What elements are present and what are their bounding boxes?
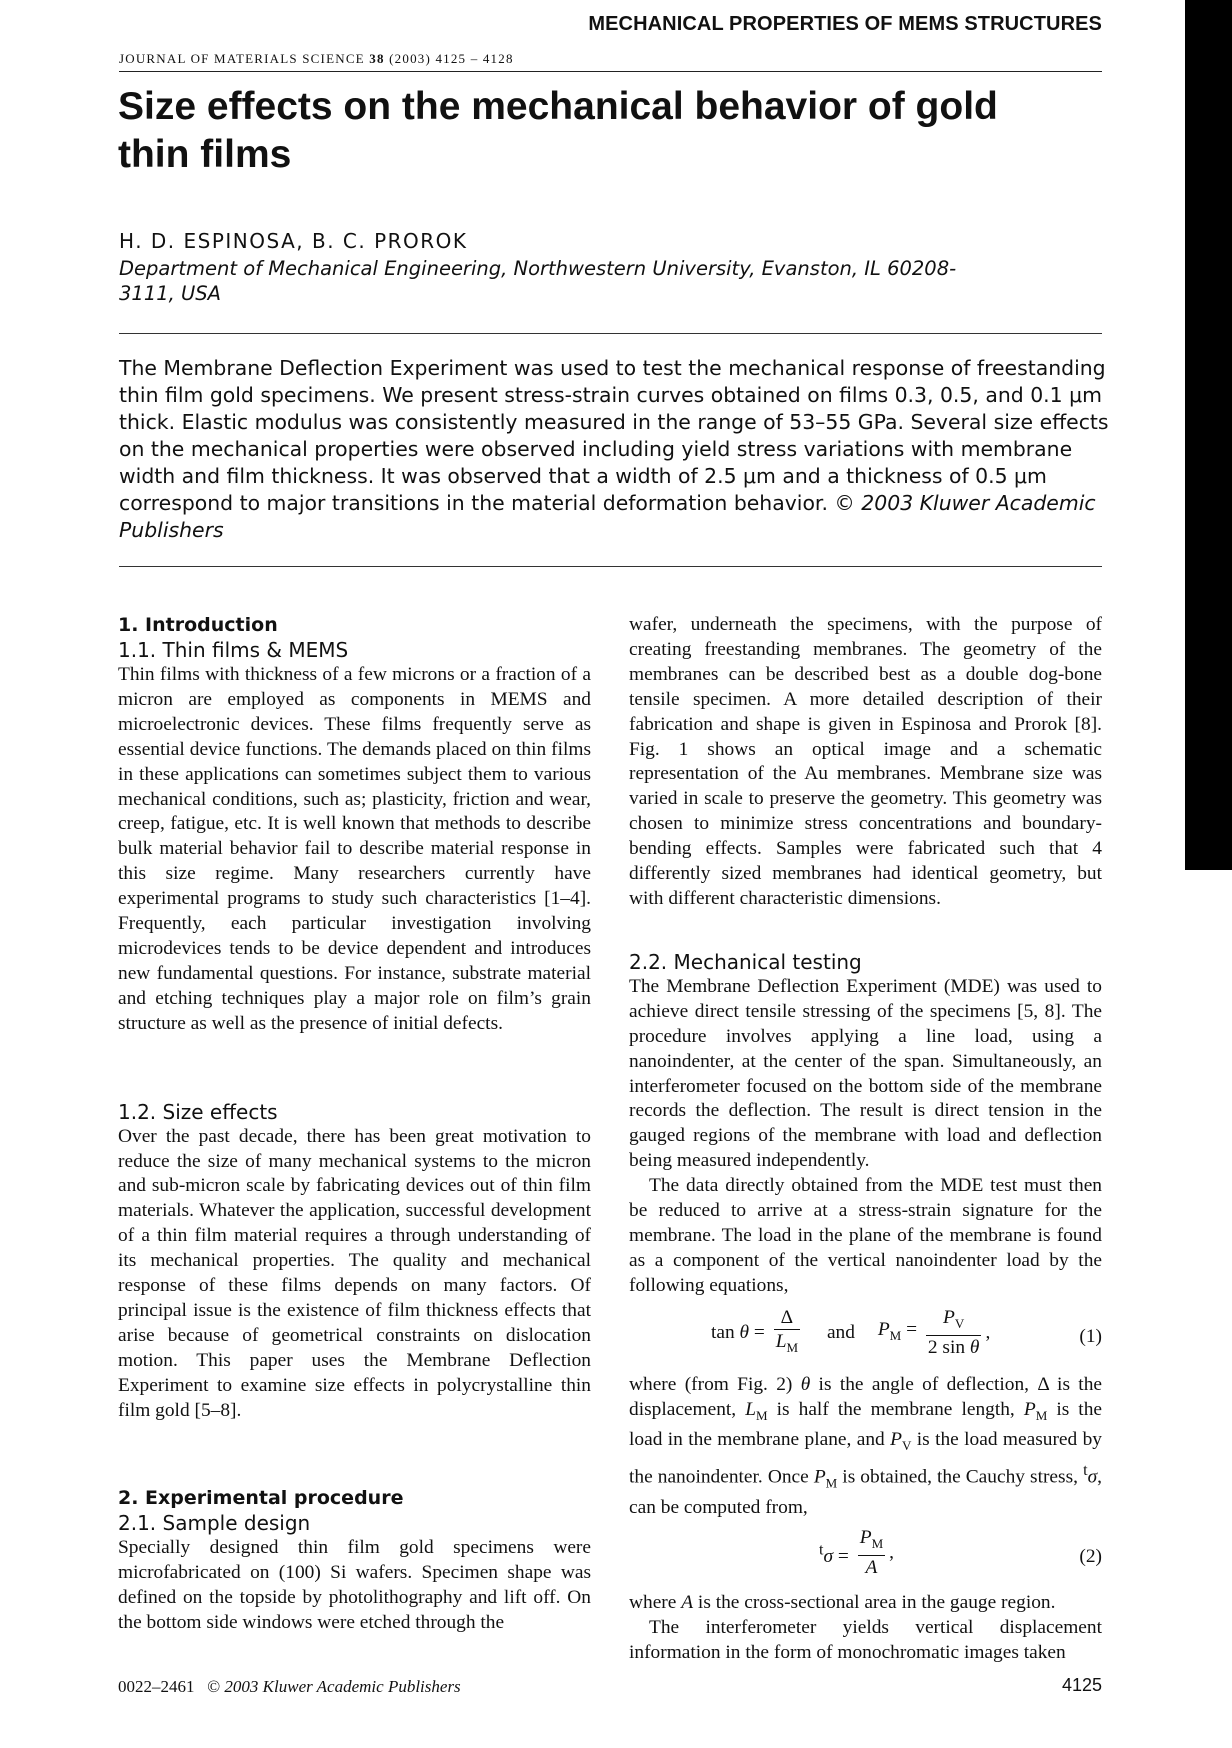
- subsection-heading-size-effects: 1.2. Size effects: [118, 1099, 278, 1124]
- paragraph-mechanical-testing-a: The Membrane Deflection Experiment (MDE) was used to achieve direct tensile stressing of the specimens [5, 8]. The procedure involves applying a line load, using a nanoindenter, at the center of the span. Simultaneously, an interferometer focused on the bottom side of the membrane records the deflection. The result is direct tension in the gauged regions of the membrane with load and deflection being measured independently.: [629, 975, 1102, 1172]
- header-rule: [119, 71, 1102, 72]
- paragraph-thin-films: Thin films with thickness of a few microns or a fraction of a micron are employed as components in MEMS and microelectronic devices. These films frequently serve as essential device functions. The demands placed on thin films in these applications can sometimes subject them to various mechanical conditions, such as; plasticity, friction and wear, creep, fatigue, etc. It is well known that methods to describe bulk material behavior fail to describe material response in this size regime. Many researchers currently have experimental programs to study such characteristics [1–4]. Frequently, each particular investigation involving microdevices tends to be device dependent and introduces new fundamental questions. For instance, substrate material and etching techniques play a major role on film’s grain structure as well as the presence of initial defects.: [118, 664, 591, 1034]
- equation-2: $^t$σ = $\frac{P_M}{A}$ , (2): [819, 1527, 1102, 1579]
- abstract-rule-top: [119, 333, 1102, 334]
- section-heading-experimental: 2. Experimental procedure: [118, 1487, 404, 1510]
- paper-authors: H. D. ESPINOSA, B. C. PROROK: [119, 229, 468, 253]
- paragraph-sample-design-a: Specially designed thin film gold specimens were microfabricated on (100) Si wafers. Specimen shape was defined on the topside by photolithography and lift off. On the bottom side windows were etched through the: [118, 1537, 591, 1634]
- paper-title: Size effects on the mechanical behavior of gold thin films: [118, 85, 998, 176]
- subsection-heading-thin-films: 1.1. Thin films & MEMS: [118, 638, 349, 662]
- subsection-heading-sample-design: 2.1. Sample design: [118, 1511, 311, 1536]
- abstract-publisher: 2003 Kluwer Academic Publishers: [119, 491, 1096, 542]
- paragraph-sample-design-b: wafer, underneath the specimens, with the purpose of creating freestanding membranes. The geometry of the membranes can be described best as a double dog-bone tensile specimen. A more detailed description of their fabrication and shape is given in Espinosa and Prorok [8]. Fig. 1 shows an optical image and a schematic representation of the Au membranes. Membrane size was varied in scale to preserve the geometry. This geometry was chosen to minimize stress concentrations and boundary-bending effects. Samples were fabricated such that 4 differently sized membranes had identical geometry, but with different characteristic dimensions.: [629, 614, 1102, 909]
- right-column: [629, 613, 1102, 1666]
- paragraph-mechanical-testing-c: where (from Fig. 2) θ is the angle of deflection, Δ is the displacement, $L_M$ is half the membrane length, $P_M$ is the load in the membrane plane, and $P_V$ is the load measured by the nanoindenter. Once $P_M$ is obtained, the Cauchy stress, $^t$σ, can be computed from,: [629, 1373, 1103, 1519]
- equation-2-number: (2): [1079, 1546, 1102, 1568]
- abstract-rule-bottom: [119, 566, 1102, 567]
- paragraph-mechanical-testing-d: where A is the cross-sectional area in the gauge region.: [629, 1592, 1056, 1614]
- journal-volume: 38: [369, 51, 385, 66]
- abstract-text: The Membrane Deflection Experiment was used to test the mechanical response of freestanding thin film gold specimens. We present stress-strain curves obtained on films 0.3, 0.5, and 0.1 μm thick. Elastic modulus was consistently measured in the range of 53–55 GPa. Several size effects on the mechanical properties were observed including yield stress variations with membrane width and film thickness. It was observed that a width of 2.5 μm and a thickness of 0.5 μm correspond to major transitions in the material deformation behavior.: [119, 356, 1109, 515]
- subsection-heading-mechanical-testing: 2.2. Mechanical testing: [629, 949, 862, 974]
- footer-issn-number: 0022–2461: [118, 1677, 195, 1696]
- paragraph-mechanical-testing-b: The data directly obtained from the MDE test must then be reduced to arrive at a stress-strain signature for the membrane. The load in the plane of the membrane is found as a component of the vertical nanoindenter load by the following equations,: [629, 1175, 1102, 1296]
- section-heading-introduction: 1. Introduction: [118, 614, 278, 636]
- journal-name: JOURNAL OF MATERIALS SCIENCE: [119, 51, 365, 66]
- page-number: 4125: [1061, 1675, 1102, 1695]
- equation-1-number: (1): [1079, 1325, 1102, 1347]
- equation-1-and: and: [826, 1321, 855, 1343]
- journal-year-pages: (2003) 4125 – 4128: [389, 51, 514, 66]
- chapter-side-tab: [1185, 0, 1232, 870]
- paragraph-mechanical-testing-e: The interferometer yields vertical displacement information in the form of monochromatic images taken: [629, 1617, 1102, 1664]
- footer-issn: [118, 1677, 461, 1697]
- footer-copyright-symbol: ©: [207, 1677, 221, 1696]
- left-column: [118, 613, 591, 1636]
- journal-citation: [119, 51, 514, 67]
- paragraph-size-effects: Over the past decade, there has been great motivation to reduce the size of many mechanical systems to the micron and sub-micron scale by fabricating devices out of thin film materials. Whatever the application, successful development of a thin film material requires a through understanding of its mechanical properties. The quality and mechanical response of these films depends on many factors. Of principal issue is the existence of film thickness effects that arise because of geometrical constraints on dislocation motion. This paper uses the Membrane Deflection Experiment to examine size effects in polycrystalline thin film gold [5–8].: [118, 1125, 591, 1421]
- equation-1: tan θ = $\frac{\Delta}{L_M}$ and $P_M$ = $\frac{P_V}{\text{2 sin θ}}$ , (1): [711, 1306, 1102, 1358]
- footer-publisher: 2003 Kluwer Academic Publishers: [224, 1677, 461, 1696]
- paper-affiliation: Department of Mechanical Engineering, Northwestern University, Evanston, IL 60208-3111, USA: [119, 257, 957, 305]
- section-tag: MECHANICAL PROPERTIES OF MEMS STRUCTURES: [588, 13, 1102, 35]
- abstract: [119, 355, 1109, 544]
- copyright-symbol: ©: [834, 491, 855, 515]
